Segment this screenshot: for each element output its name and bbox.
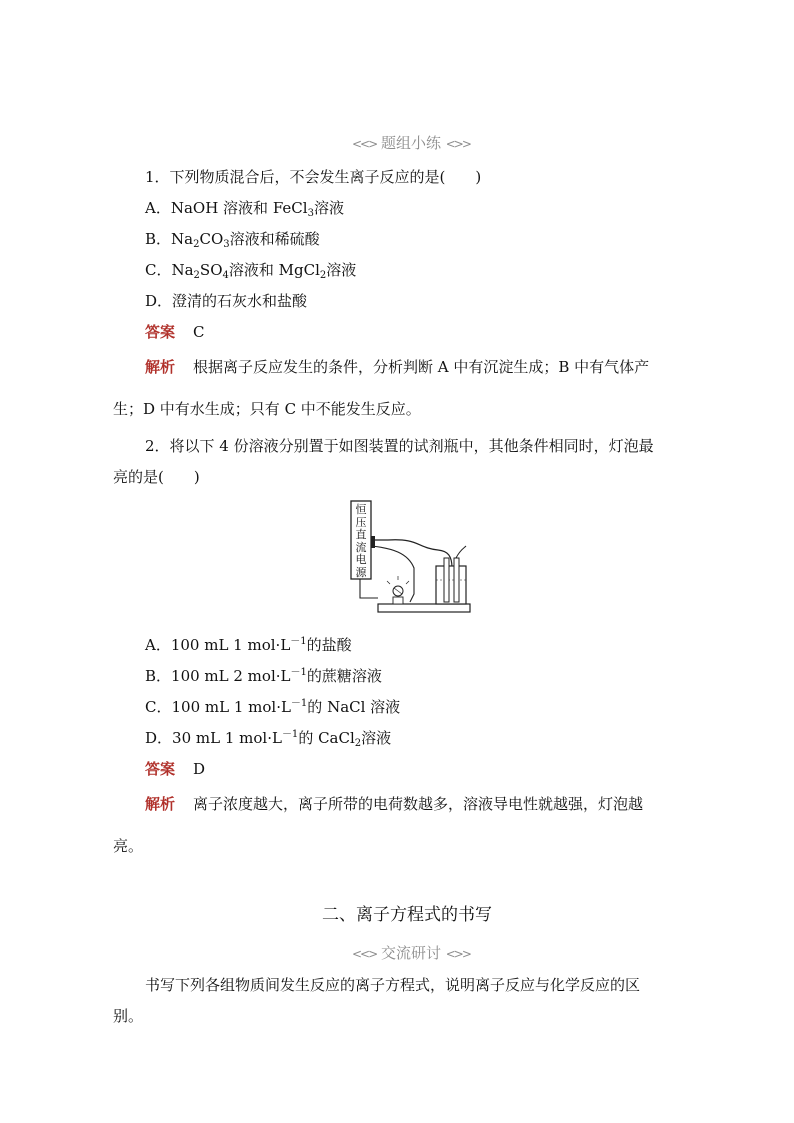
q1-option-b: B．$Na_2CO_3$溶液和稀硫酸	[145, 230, 320, 250]
q2-option-b: B．100 mL 2 $mol\cdot L^{-1}$的蔗糖溶液	[145, 667, 382, 685]
left-ornament-icon: <<>	[352, 947, 377, 961]
q1-option-a: A．NaOH 溶液和 FeCl$_3$溶液	[145, 199, 344, 219]
q2-analysis-line-1: 解析 离子浓度越大，离子所带的电荷数越多，溶液导电性就越强，灯泡越	[145, 795, 644, 813]
q1-option-c: C．$Na_2SO_4$溶液和 MgCl$_2$溶液	[145, 261, 357, 281]
answer-label: 答案	[145, 760, 176, 778]
section-header-text: 交流研讨	[380, 944, 441, 962]
section-header-text: 题组小练	[380, 134, 441, 152]
answer-value: C	[193, 323, 205, 341]
power-supply-label: 恒压直流电源	[355, 503, 367, 579]
q2-stem-line-1: 2．将以下 4 份溶液分别置于如图装置的试剂瓶中，其他条件相同时，灯泡最	[145, 437, 654, 455]
section-title: 二、离子方程式的书写	[322, 905, 492, 925]
q1-answer	[145, 321, 205, 342]
q1-analysis-line-1: 解析 根据离子反应发生的条件，分析判断 A 中有沉淀生成；B 中有气体产	[145, 358, 650, 376]
q1-stem: 1．下列物质混合后，不会发生离子反应的是( )	[145, 168, 482, 186]
q1-option-d: D．澄清的石灰水和盐酸	[145, 292, 308, 310]
q2-option-c: C．100 mL 1 $mol\cdot L^{-1}$的 NaCl 溶液	[145, 698, 401, 716]
right-ornament-icon: <>>	[445, 137, 470, 151]
section-header-practice	[352, 132, 470, 153]
q2-option-a: A．100 mL 1 $mol\cdot L^{-1}$的盐酸	[145, 636, 352, 654]
analysis-label: 解析	[145, 358, 176, 376]
analysis-label: 解析	[145, 795, 176, 813]
q2-stem-line-2: 亮的是( )	[113, 468, 200, 486]
section-body-line-2: 别。	[113, 1007, 144, 1025]
q1-analysis-line-2: 生；D 中有水生成；只有 C 中不能发生反应。	[113, 400, 421, 418]
answer-label: 答案	[145, 323, 176, 341]
q2-option-d: D．30 mL 1 $mol\cdot L^{-1}$的 CaCl$_2$溶液	[145, 729, 392, 749]
answer-value: D	[193, 760, 206, 778]
circuit-apparatus-figure	[348, 498, 478, 616]
q2-analysis-line-2: 亮。	[113, 837, 144, 855]
left-ornament-icon: <<>	[352, 137, 377, 151]
section-body-line-1: 书写下列各组物质间发生反应的离子方程式，说明离子反应与化学反应的区	[145, 976, 641, 994]
right-ornament-icon: <>>	[445, 947, 470, 961]
q2-answer	[145, 758, 205, 779]
section-header-discussion	[352, 942, 470, 963]
